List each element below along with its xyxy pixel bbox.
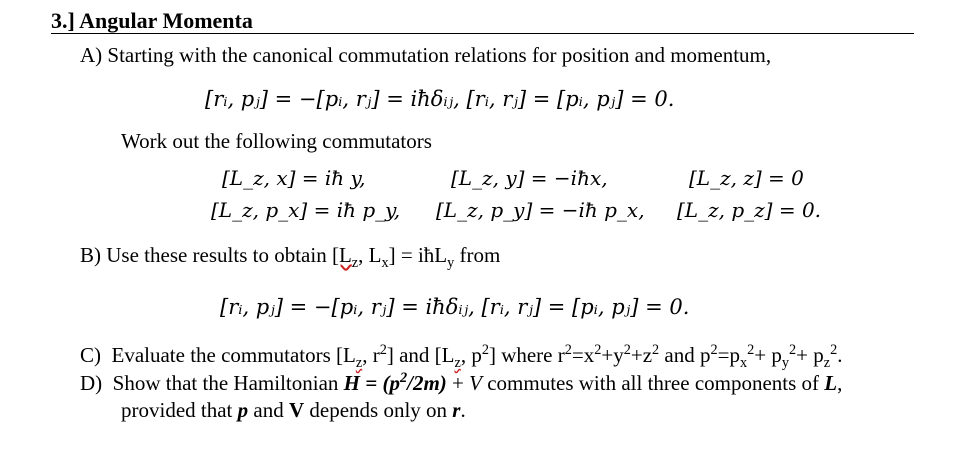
section-title: 3.] Angular Momenta [51, 8, 253, 33]
part-b-text-after: from [454, 243, 501, 267]
part-a-work-text: Work out the following commutators [121, 129, 432, 153]
part-c-text: Evaluate the commutators [$L_z$, $r^2$] and [$L_z$, $p^2$] where $r^2=x^2+y^2+z^2$ and $p^2=p_x^2+ p_y^2+ p_z^2$. [111, 342, 843, 372]
commutator-lz-pz: [L_z, p_z] = 0. [677, 198, 822, 222]
part-d-label: D) [80, 371, 103, 395]
part-a-intro: A) Starting with the canonical commutation relations for position and momentum, [80, 43, 772, 67]
commutator-lz-y: [L_z, y] = −iħx, [451, 166, 608, 190]
commutator-lz-z: [L_z, z] = 0 [689, 166, 804, 190]
part-b-expr: [$L_z$, $L_x$] = iħL$_y$ [331, 243, 455, 272]
part-c-label: C) [80, 343, 101, 367]
part-d-line-1: D) Show that the Hamiltonian $H = (p^2/2m) + V$ commutes with all three components of L, [80, 370, 843, 395]
part-b-relation: [rᵢ, pⱼ] = −[pᵢ, rⱼ] = iħδᵢⱼ, [rᵢ, rⱼ] = [pᵢ, pⱼ] = 0. [220, 295, 690, 319]
part-b-text-before: B) Use these results to obtain [80, 243, 332, 267]
commutator-lz-px: [L_z, p_x] = iħ p_y, [211, 198, 401, 222]
part-c-line [80, 342, 842, 372]
part-a-relation: [rᵢ, pⱼ] = −[pᵢ, rⱼ] = iħδᵢⱼ, [rᵢ, rⱼ] = [pᵢ, pⱼ] = 0. [205, 87, 675, 111]
commutator-lz-x: [L_z, x] = iħ y, [222, 166, 366, 190]
commutator-lz-py: [L_z, p_y] = −iħ p_x, [436, 198, 645, 222]
title-rule [51, 33, 914, 34]
part-b-line [80, 243, 500, 272]
part-d-line-2: provided that p and V depends only on r. [121, 398, 466, 422]
